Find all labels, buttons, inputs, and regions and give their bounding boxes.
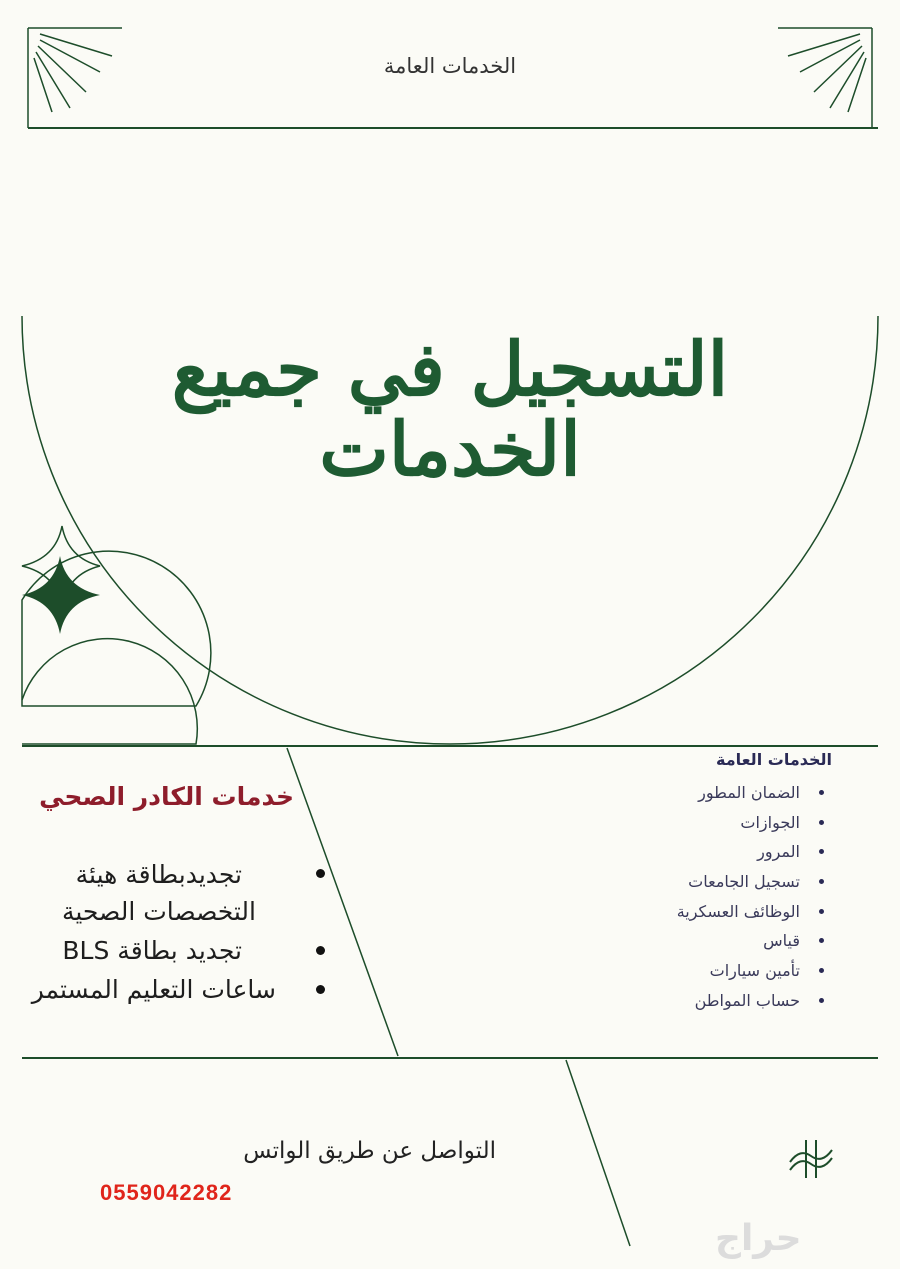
service-label: الضمان المطور (698, 783, 800, 802)
contact-label: التواصل عن طريق الواتس (243, 1138, 496, 1164)
general-services-list (560, 778, 830, 1016)
bullet-icon (316, 946, 325, 955)
watermark-logo: حراج (715, 1218, 802, 1259)
header-title: الخدمات العامة (383, 54, 517, 78)
bullet-icon (819, 909, 824, 914)
bullet-icon (819, 938, 824, 943)
list-item (560, 778, 830, 808)
service-label: حساب المواطن (694, 990, 800, 1010)
bullet-icon (819, 968, 824, 973)
hero-line-2: الخدمات (319, 407, 581, 493)
bullet-icon (819, 820, 824, 825)
list-item (560, 956, 830, 986)
medical-service-line: تجديدبطاقة هيئة (75, 860, 242, 889)
sunburst-right-icon (778, 28, 872, 128)
semicircle-lower (22, 639, 197, 744)
general-services-title: الخدمات العامة (716, 750, 832, 769)
service-label: تسجيل الجامعات (688, 872, 800, 892)
knot-icon (790, 1140, 832, 1178)
bullet-icon (819, 790, 824, 795)
semicircle-upper (22, 551, 211, 706)
list-item (560, 837, 830, 867)
list-item (560, 867, 830, 897)
medical-service-line: ساعات التعليم المستمر (31, 975, 276, 1004)
service-label: قياس (763, 931, 800, 951)
phone-number[interactable]: 0559042282 (100, 1180, 233, 1205)
medical-services-title: خدمات الكادر الصحي (39, 782, 294, 811)
service-label: تأمين سيارات (709, 961, 800, 981)
bullet-icon (819, 998, 824, 1003)
medical-service-line: تجديد بطاقة BLS (62, 936, 242, 965)
list-item (560, 897, 830, 927)
hero-title (120, 327, 780, 493)
bullet-icon (316, 869, 325, 878)
diamond-filled-icon (22, 556, 100, 634)
bullet-icon (819, 879, 824, 884)
list-item (560, 986, 830, 1016)
service-label: الوظائف العسكرية (676, 901, 800, 921)
diagonal-line-lower (566, 1060, 630, 1246)
diagonal-line-upper (287, 748, 398, 1056)
medical-service-line: التخصصات الصحية (61, 897, 256, 926)
list-item (560, 808, 830, 838)
bullet-icon (819, 849, 824, 854)
hero-line-1: التسجيل في جميع (171, 327, 729, 413)
service-label: المرور (757, 842, 800, 862)
bullet-icon (316, 985, 325, 994)
service-label: الجوازات (740, 812, 800, 832)
sunburst-left-icon (28, 28, 122, 128)
list-item (560, 926, 830, 956)
